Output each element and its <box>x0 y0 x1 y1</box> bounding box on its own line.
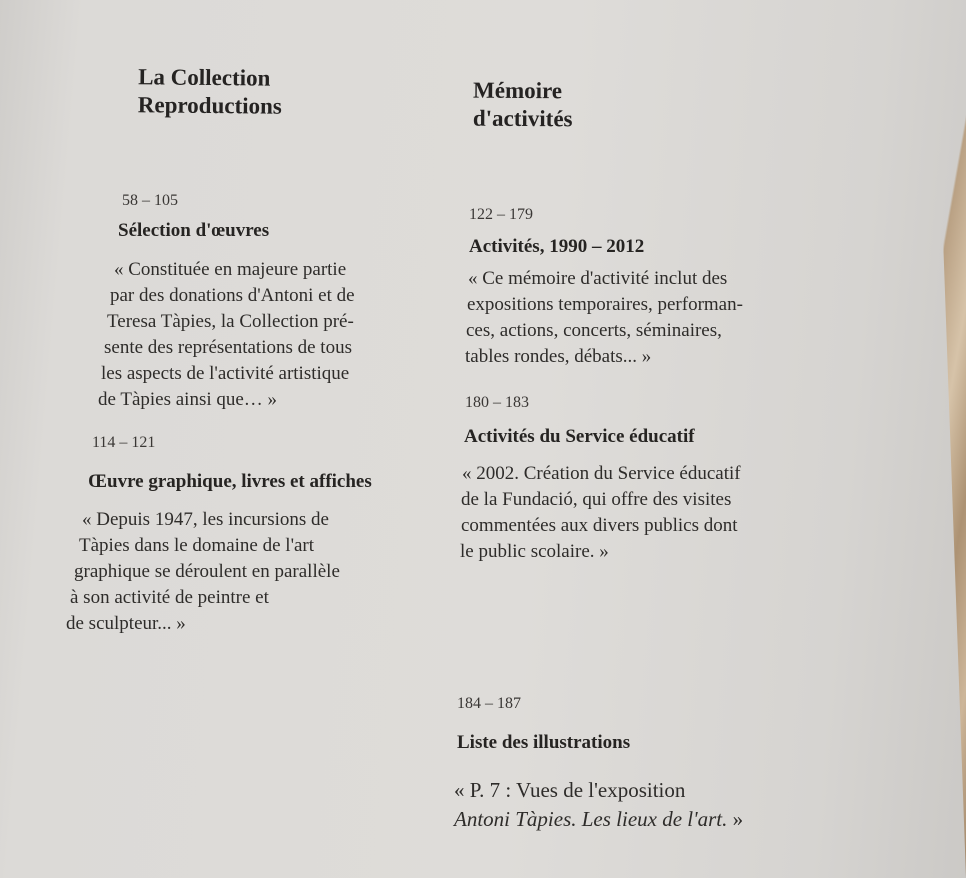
quote-line: les aspects de l'activité artistique <box>101 363 350 384</box>
right-entry1-title: Activités, 1990 – 2012 <box>469 236 645 257</box>
quote-line: Tàpies dans le domaine de l'art <box>79 535 315 556</box>
quote-line: de sculpteur... » <box>66 613 186 634</box>
quote-line: de Tàpies ainsi que… » <box>98 389 278 410</box>
quote-line: Teresa Tàpies, la Collection pré- <box>107 311 354 332</box>
right-column-heading <box>473 77 573 134</box>
left-entry1-pages: 58 – 105 <box>122 192 178 209</box>
quote-line: ces, actions, concerts, séminaires, <box>466 320 722 341</box>
quote-line: « 2002. Création du Service éducatif <box>462 463 741 484</box>
right-entry2-quote <box>460 461 741 565</box>
left-entry2-quote <box>66 507 340 637</box>
right-entry1-pages: 122 – 179 <box>469 206 533 223</box>
quote-line: « P. 7 : Vues de l'exposition <box>454 778 686 802</box>
quote-line: tables rondes, débats... » <box>465 346 652 367</box>
quote-line: sente des représentations de tous <box>104 337 352 358</box>
quote-line-2 <box>454 805 743 834</box>
quote-line: commentées aux divers publics dont <box>461 515 738 536</box>
right-entry1-quote <box>465 266 743 370</box>
right-entry3-title: Liste des illustrations <box>457 732 631 753</box>
right-heading-line2: d'activités <box>472 105 573 132</box>
left-column-heading <box>138 63 283 121</box>
left-entry2-title: Œuvre graphique, livres et affiches <box>88 471 372 492</box>
left-heading-line2: Reproductions <box>137 92 282 119</box>
left-entry1-quote <box>98 257 355 413</box>
exhibition-title: Antoni Tàpies. Les lieux de l'art. <box>454 807 728 831</box>
quote-line: « Depuis 1947, les incursions de <box>82 509 329 530</box>
quote-line: à son activité de peintre et <box>70 587 269 608</box>
quote-line: « Ce mémoire d'activité inclut des <box>468 268 728 289</box>
quote-line: « Constituée en majeure partie <box>114 259 347 280</box>
right-heading-line1: Mémoire <box>473 77 563 104</box>
right-entry3-quote <box>454 776 743 834</box>
left-entry2-pages: 114 – 121 <box>92 434 156 451</box>
quote-line: le public scolaire. » <box>460 541 609 562</box>
right-entry2-pages: 180 – 183 <box>465 394 529 411</box>
quote-close: » <box>727 807 744 831</box>
left-entry1-title: Sélection d'œuvres <box>118 220 270 241</box>
quote-line: par des donations d'Antoni et de <box>110 285 355 306</box>
quote-line: de la Fundació, qui offre des visites <box>461 489 732 510</box>
right-entry3-pages: 184 – 187 <box>457 695 521 712</box>
quote-line: expositions temporaires, performan- <box>467 294 743 315</box>
quote-line: graphique se déroulent en parallèle <box>74 561 340 582</box>
left-heading-line1: La Collection <box>138 64 271 91</box>
right-entry2-title: Activités du Service éducatif <box>464 426 695 447</box>
table-surface <box>896 0 966 878</box>
